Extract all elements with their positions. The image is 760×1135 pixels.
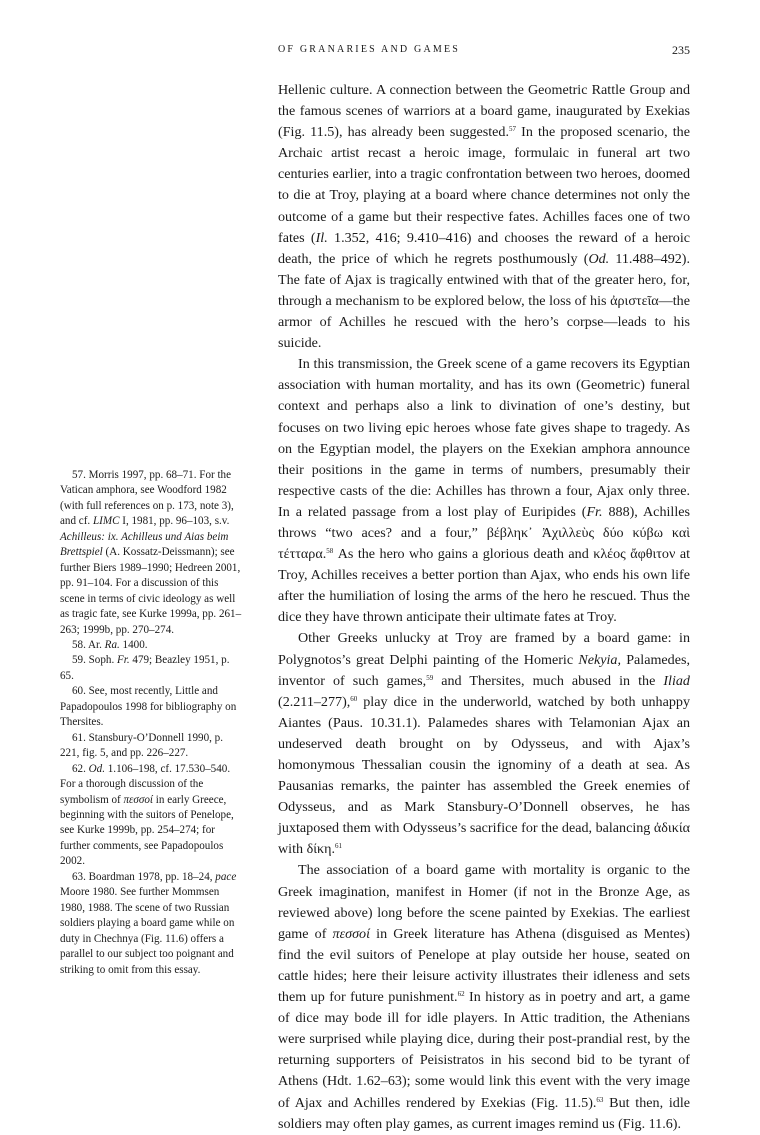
footnotes-column — [60, 468, 242, 978]
footnote-60: 60. See, most recently, Little and Papadopoulos 1998 for bibliography on Thersites. — [60, 685, 237, 729]
body-paragraph-3: Other Greeks unlucky at Troy are framed by a board game: in Polygnotos’s great Delphi painting of the Homeric Nekyia, Palamedes, inventor of such games,$^{59}$ and Thersites, much abused in the Iliad (2.211–277),$^{60}$ play dice in the underworld, watched by both unhappy Aiantes (Paus. 10.31.1). Palamedes shares with Telamonian Ajax an undeserved death brought on by Odysseus, and with Ajax’s homonymous Thessalian cousin the ignominy of a death at sea. As Pausanias remarks, the painter has assembled the Greek enemies of Odysseus, and as Mark Stansbury-O’Donnell observes, he has juxtaposed them with Odysseus’s sacrifice for the dead, balancing ἀδικία with δίκη.$^{61}$ — [278, 630, 690, 858]
footnote-ref-61[interactable]: 61 — [335, 842, 343, 851]
footnote-ref-59[interactable]: 59 — [426, 673, 434, 682]
footnote-57: 57. Morris 1997, pp. 68–71. For the Vatican amphora, see Woodford 1982 (with full references on p. 173, note 3), and cf. LIMC I, 1981, pp. 96–103, s.v. Achilleus: ix. Achilleus und Aias beim Brettspiel (A. Kossatz-Deissmann); see further Biers 1989–1990; Hedreen 2001, pp. 91–104. For a discussion of this scene in terms of civic ideology as well as tragic fate, see Kurke 1999a, pp. 261–263; 1999b, pp. 270–274. — [60, 469, 242, 636]
body-paragraph-2: In this transmission, the Greek scene of a game recovers its Egyptian association with human mortality, and has its own (Geometric) funeral context and perhaps also a link to divination of one’s destiny, but focuses on two living epic heroes whose fate gives shape to tragedy. As on the Egyptian model, the players on the Exekian amphora announce their positions in the game in terms of numbers, presumably their respective casts of the die: Achilles has thrown a four, Ajax only three. In a related passage from a lost play of Euripides (Fr. 888), Achilles throws “two aces? and a four,” βέβληκ᾽ Ἀχιλλεὺς δύο κύβω καὶ τέτταρα.$^{58}$ As the hero who gains a glorious death and κλέος ἄφθιτον at Troy, Achilles receives a better portion than Ajax, who ends his own life after the humiliation of losing the arms of the hero he rescued. Thus the dice they have thrown anticipate their ultimate fates at Troy. — [278, 356, 690, 626]
footnote-ref-57[interactable]: 57 — [509, 125, 516, 134]
body-paragraph-1: Hellenic culture. A connection between the Geometric Rattle Group and the famous scenes of warriors at a board game, inaugurated by Exekias (Fig. 11.5), has already been suggested.$^{57}$ In the proposed scenario, the Archaic artist recast a heroic image, formulaic in funeral art two centuries earlier, into a tragic confrontation between two heroes, doomed to die at Troy, playing at a board where chance determines not only the outcome of a game but their respective fates. Achilles faces one of two fates (Il. 1.352, 416; 9.410–416) and chooses the reward of a heroic death, the price of which he regrets posthumously (Od. 11.488–492). The fate of Ajax is tragically entwined with that of the greater hero, for, through a mechanism to be explored below, the loss of his ἀριστεῖα—the armor of Achilles he rescued with the hero’s corpse—leads to his suicide. — [278, 82, 690, 352]
footnote-63: 63. Boardman 1978, pp. 18–24, pace Moore 1980. See further Mommsen 1980, 1988. The scene of two Russian soldiers playing a board game while on duty in Chechnya (Fig. 11.6) offers a parallel to our subject too poignant and striking to omit from this essay. — [60, 870, 237, 976]
footnote-62: 62. Od. 1.106–198, cf. 17.530–540. For a thorough discussion of the symbolism of πεσσοί in early Greece, beginning with the suitors of Penelope, see Kurke 1999b, pp. 254–274; for further comments, see Papadopoulos 2002. — [60, 762, 234, 868]
running-header — [278, 44, 690, 60]
footnote-ref-58[interactable]: 58 — [326, 547, 334, 556]
footnote-59: 59. Soph. Fr. 479; Beazley 1951, p. 65. — [60, 654, 230, 682]
footnote-58: 58. Ar. Ra. 1400. — [72, 638, 148, 651]
footnote-ref-60[interactable]: 60 — [350, 694, 358, 703]
footnote-ref-63[interactable]: 63 — [596, 1095, 604, 1104]
page-number: 235 — [672, 43, 690, 57]
running-title: OF GRANARIES AND GAMES — [278, 44, 461, 55]
body-paragraph-4: The association of a board game with mortality is organic to the Greek imagination, manifest in Homer (if not in the Bronze Age, as reviewed above) long before the scene painted by Exekias. The earliest game of πεσσοί in Greek literature has Athena (disguised as Mentes) find the evil suitors of Penelope at play outside her house, seated on cattle hides; here their leisure activity illustrates their idleness and sets them up for future punishment.$^{62}$ In history as in poetry and art, a game of dice may bode ill for idle players. In Attic tradition, the Athenians were surprised while playing dice, during their post-prandial rest, by the returning supporters of Peisistratos in his second bid to be tyrant of Athens (Hdt. 1.62–63); some would link this event with the very image of Ajax and Achilles rendered by Exekias (Fig. 11.5).$^{63}$ But then, idle soldiers may often play games, as current images remind us (Fig. 11.6). — [278, 862, 691, 1132]
footnote-ref-62[interactable]: 62 — [457, 990, 465, 999]
main-text-column — [278, 80, 690, 1135]
footnote-61: 61. Stansbury-O’Donnell 1990, p. 221, fig. 5, and pp. 226–227. — [60, 731, 223, 760]
